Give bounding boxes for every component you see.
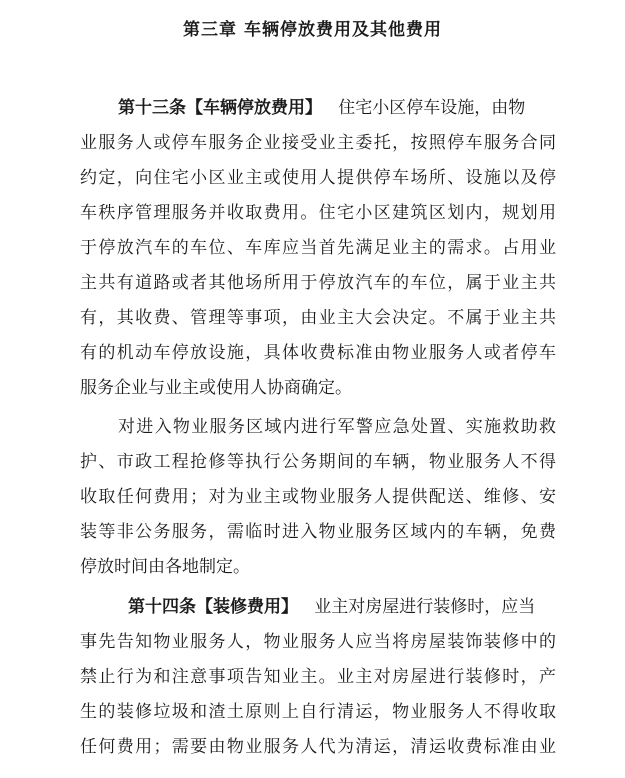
article-14-first-text: 业主对房屋进行装修时，应当 xyxy=(314,597,536,617)
body-line: 主共有道路或者其他场所用于停放汽车的车位，属于业主共 xyxy=(80,273,556,293)
article-14-first-line xyxy=(128,591,556,621)
chapter-title: 第三章 车辆停放费用及其他费用 xyxy=(183,20,442,40)
body-line: 车秩序管理服务并收取费用。住宅小区建筑区划内，规划用 xyxy=(80,203,556,223)
body-line: 停放时间由各地制定。 xyxy=(80,557,250,577)
article-14-heading: 第十四条【装修费用】 xyxy=(128,597,298,617)
paragraph-first-line: 对进入物业服务区域内进行军警应急处置、实施救助救 xyxy=(118,417,556,437)
body-line: 生的装修垃圾和渣土原则上自行清运，物业服务人不得收取 xyxy=(80,702,556,722)
article-13-first-text: 住宅小区停车设施，由物 xyxy=(338,98,526,118)
body-line: 约定，向住宅小区业主或使用人提供停车场所、设施以及停 xyxy=(80,168,556,188)
body-line: 收取任何费用；对为业主或物业服务人提供配送、维修、安 xyxy=(80,487,556,507)
body-line: 任何费用；需要由物业服务人代为清运，清运收费标准由业 xyxy=(80,737,556,757)
body-line: 服务企业与业主或使用人协商确定。 xyxy=(80,378,352,398)
body-line: 有的机动车停放设施，具体收费标准由物业服务人或者停车 xyxy=(80,343,556,363)
article-13-heading: 第十三条【车辆停放费用】 xyxy=(118,98,322,118)
body-line: 有，其收费、管理等事项，由业主大会决定。不属于业主共 xyxy=(80,308,556,328)
body-line: 装等非公务服务，需临时进入物业服务区域内的车辆，免费 xyxy=(80,522,556,542)
article-13-first-line xyxy=(118,92,556,122)
body-line: 护、市政工程抢修等执行公务期间的车辆，物业服务人不得 xyxy=(80,452,556,472)
body-line: 业服务人或停车服务企业接受业主委托，按照停车服务合同 xyxy=(80,133,556,153)
body-line: 禁止行为和注意事项告知业主。业主对房屋进行装修时，产 xyxy=(80,667,556,687)
body-line: 事先告知物业服务人，物业服务人应当将房屋装饰装修中的 xyxy=(80,632,556,652)
body-line: 于停放汽车的车位、车库应当首先满足业主的需求。占用业 xyxy=(80,238,556,258)
